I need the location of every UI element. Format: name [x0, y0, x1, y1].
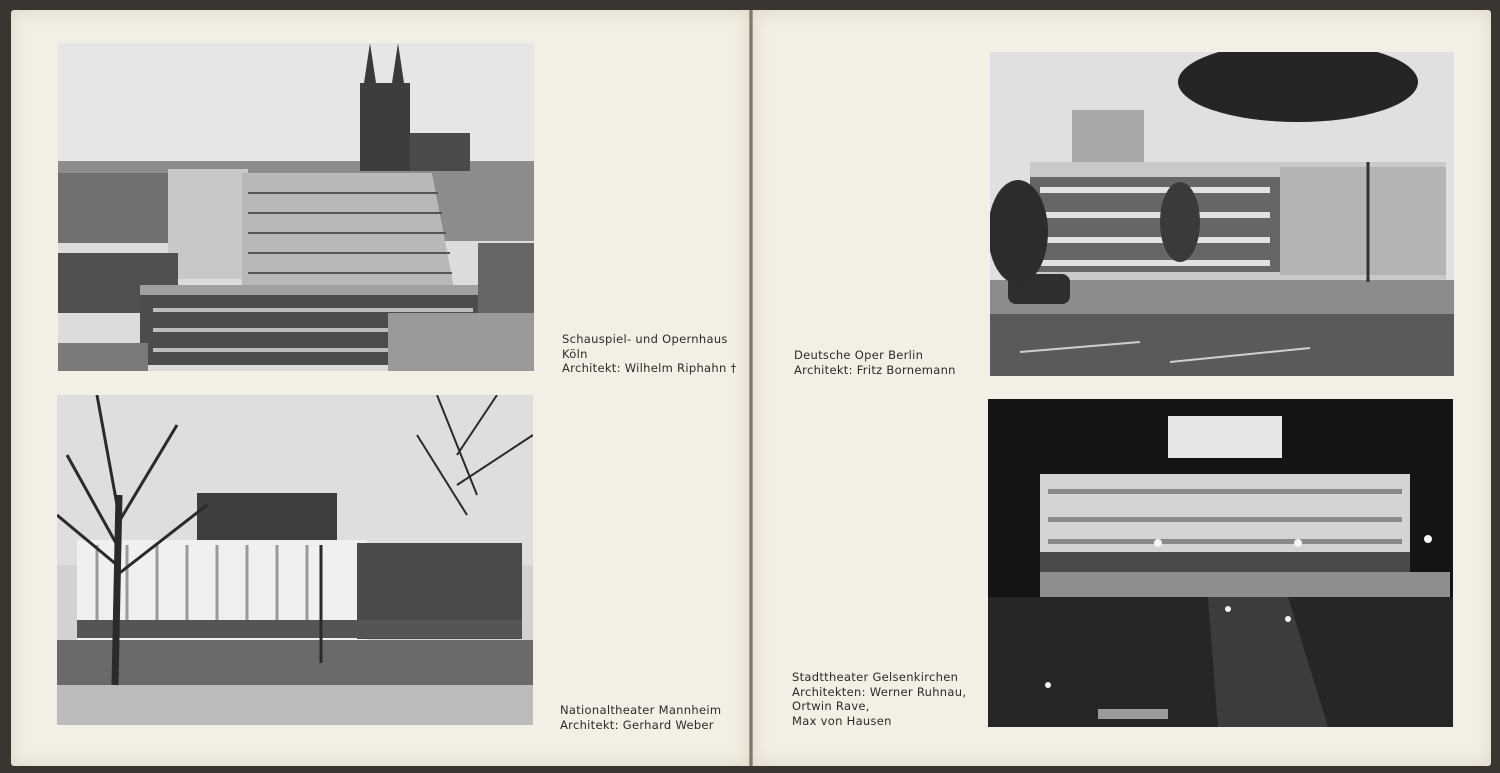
caption-architect-2: Ortwin Rave, [792, 699, 870, 713]
caption-title: Schauspiel- und Opernhaus [562, 332, 728, 346]
photo-deutsche-oper-berlin [990, 52, 1454, 376]
caption-opera-koeln [562, 332, 737, 376]
caption-city: Köln [562, 346, 588, 361]
caption-nationaltheater-mannheim [560, 703, 721, 732]
photo-stadttheater-gelsenkirchen [988, 399, 1453, 727]
caption-deutsche-oper-berlin [794, 348, 956, 377]
caption-title: Nationaltheater Mannheim [560, 703, 722, 717]
caption-architect: Architekt: Fritz Bornemann [794, 362, 956, 377]
caption-title: Deutsche Oper Berlin [794, 348, 924, 362]
photo-nationaltheater-mannheim [57, 395, 533, 725]
caption-stadttheater-gelsenkirchen [792, 670, 966, 728]
caption-architect: Architekt: Gerhard Weber [560, 717, 714, 732]
caption-architect: Architekt: Wilhelm Riphahn † [562, 361, 737, 375]
caption-architects: Architekten: Werner Ruhnau, [792, 684, 967, 699]
caption-title: Stadttheater Gelsenkirchen [792, 670, 959, 684]
caption-architect-3: Max von Hausen [792, 713, 892, 728]
photo-opera-koeln [58, 43, 534, 371]
